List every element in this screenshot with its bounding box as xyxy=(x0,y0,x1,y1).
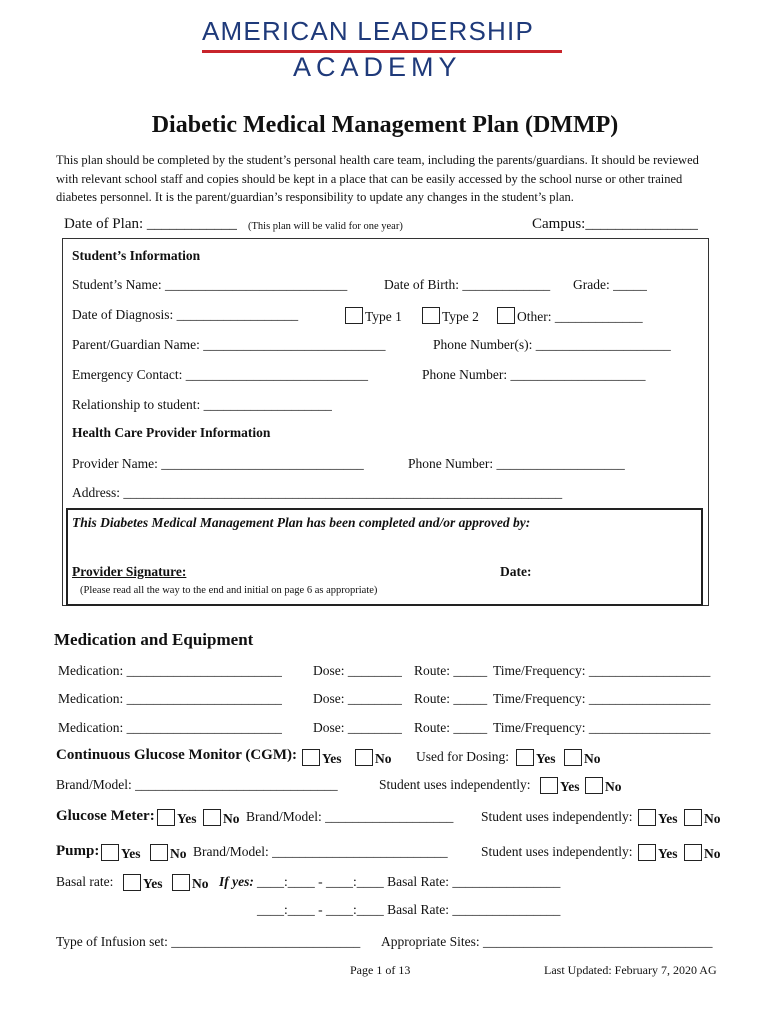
dosing-no-checkbox[interactable] xyxy=(564,749,582,766)
grade-field[interactable]: Grade: _____ xyxy=(573,277,647,292)
dose-2-field[interactable]: Dose: ________ xyxy=(313,691,402,706)
other-option[interactable]: Other: _____________ xyxy=(497,307,643,325)
pump-independent-no-checkbox[interactable] xyxy=(684,844,702,861)
time-1-field[interactable]: Time/Frequency: __________________ xyxy=(493,663,711,678)
type2-checkbox[interactable] xyxy=(422,307,440,324)
meter-independent-yes-checkbox[interactable] xyxy=(638,809,656,826)
campus-field[interactable]: Campus:_______________ xyxy=(532,216,698,232)
provider-name-field[interactable]: Provider Name: ______________________________ xyxy=(72,456,364,471)
cgm-yes-checkbox[interactable] xyxy=(302,749,320,766)
basal-rate-label: Basal rate: xyxy=(56,874,114,889)
cgm-yes-option[interactable]: Yes xyxy=(302,749,342,767)
relationship-field[interactable]: Relationship to student: ___________________ xyxy=(72,397,332,412)
time-3-field[interactable]: Time/Frequency: __________________ xyxy=(493,720,711,735)
cgm-independent-yes-checkbox[interactable] xyxy=(540,777,558,794)
pump-independent-label: Student uses independently: xyxy=(481,844,633,859)
meter-independent-no-option[interactable]: No xyxy=(684,809,721,827)
date-of-diagnosis-field[interactable]: Date of Diagnosis: __________________ xyxy=(72,307,299,322)
cgm-no-option[interactable]: No xyxy=(355,749,392,767)
infusion-set-field[interactable]: Type of Infusion set: ____________________________ xyxy=(56,934,361,949)
dosing-label: Used for Dosing: xyxy=(416,749,509,764)
initial-note: (Please read all the way to the end and initial on page 6 as appropriate) xyxy=(80,585,378,596)
address-field[interactable]: Address: _________________________________________________________________ xyxy=(72,485,563,500)
if-yes-label: If yes: xyxy=(219,874,254,889)
type2-option[interactable]: Type 2 xyxy=(422,307,479,325)
medication-2-field[interactable]: Medication: _______________________ xyxy=(58,691,282,706)
pump-independent-yes-option[interactable]: Yes xyxy=(638,844,678,862)
meter-independent-no-checkbox[interactable] xyxy=(684,809,702,826)
basal-no-option[interactable]: No xyxy=(172,874,209,892)
medication-heading: Medication and Equipment xyxy=(54,630,254,649)
meter-independent-label: Student uses independently: xyxy=(481,809,633,824)
medication-3-field[interactable]: Medication: _______________________ xyxy=(58,720,282,735)
pump-yes-checkbox[interactable] xyxy=(101,844,119,861)
type1-option[interactable]: Type 1 xyxy=(345,307,402,325)
provider-phone-field[interactable]: Phone Number: ___________________ xyxy=(408,456,625,471)
date-of-birth-field[interactable]: Date of Birth: _____________ xyxy=(384,277,551,292)
cgm-independent-yes-option[interactable]: Yes xyxy=(540,777,580,795)
pump-label: Pump: xyxy=(56,843,100,859)
date-of-plan-field[interactable]: Date of Plan: ____________ xyxy=(64,216,237,232)
cgm-no-checkbox[interactable] xyxy=(355,749,373,766)
student-info-heading: Student’s Information xyxy=(72,248,201,263)
page-title: Diabetic Medical Management Plan (DMMP) xyxy=(151,112,619,138)
meter-yes-option[interactable]: Yes xyxy=(157,809,197,827)
intro-paragraph: This plan should be completed by the student’s personal health care team, including the parents/guardians. It should be reviewed with relevant school staff and copies should be kept in a place that can be easily accessed by the school nurse or other trained diabetes personnel. It is the parent/guardian’s responsibility to update any changes in the student’s plan. xyxy=(56,153,699,204)
provider-signature-line[interactable]: Provider Signature: Date: xyxy=(72,564,532,579)
dose-3-field[interactable]: Dose: ________ xyxy=(313,720,402,735)
cgm-independent-no-checkbox[interactable] xyxy=(585,777,603,794)
meter-no-checkbox[interactable] xyxy=(203,809,221,826)
logo-line1: AMERICAN LEADERSHIP xyxy=(202,16,534,46)
cgm-independent-label: Student uses independently: xyxy=(379,777,531,792)
meter-independent-yes-option[interactable]: Yes xyxy=(638,809,678,827)
dosing-yes-checkbox[interactable] xyxy=(516,749,534,766)
student-name-field[interactable]: Student’s Name: ___________________________ xyxy=(72,277,348,292)
dosing-yes-option[interactable]: Yes xyxy=(516,749,556,767)
route-1-field[interactable]: Route: _____ xyxy=(414,663,488,678)
signature-date-label: Date: xyxy=(500,564,532,579)
emergency-phone-field[interactable]: Phone Number: ____________________ xyxy=(422,367,646,382)
basal-rate-line-2[interactable]: ____:____ - ____:____ Basal Rate: ________________ xyxy=(257,902,561,917)
time-2-field[interactable]: Time/Frequency: __________________ xyxy=(493,691,711,706)
medication-1-field[interactable]: Medication: _______________________ xyxy=(58,663,282,678)
basal-no-checkbox[interactable] xyxy=(172,874,190,891)
plan-validity-note: (This plan will be valid for one year) xyxy=(248,221,403,232)
other-checkbox[interactable] xyxy=(497,307,515,324)
basal-yes-checkbox[interactable] xyxy=(123,874,141,891)
emergency-contact-field[interactable]: Emergency Contact: ___________________________ xyxy=(72,367,368,382)
meter-brand-field[interactable]: Brand/Model: ___________________ xyxy=(246,809,454,824)
approval-statement: This Diabetes Medical Management Plan has been completed and/or approved by: xyxy=(72,515,531,530)
cgm-label: Continuous Glucose Monitor (CGM): xyxy=(56,747,297,763)
basal-yes-option[interactable]: Yes xyxy=(123,874,163,892)
route-3-field[interactable]: Route: _____ xyxy=(414,720,488,735)
pump-independent-yes-checkbox[interactable] xyxy=(638,844,656,861)
route-2-field[interactable]: Route: _____ xyxy=(414,691,488,706)
meter-no-option[interactable]: No xyxy=(203,809,240,827)
pump-yes-option[interactable]: Yes xyxy=(101,844,141,862)
provider-info-heading: Health Care Provider Information xyxy=(72,425,271,440)
meter-yes-checkbox[interactable] xyxy=(157,809,175,826)
page-number: Page 1 of 13 xyxy=(350,963,411,977)
last-updated: Last Updated: February 7, 2020 AG xyxy=(544,963,717,977)
type1-checkbox[interactable] xyxy=(345,307,363,324)
logo-line2: ACADEMY xyxy=(293,52,462,82)
cgm-brand-field[interactable]: Brand/Model: ______________________________ xyxy=(56,777,338,792)
parent-phone-field[interactable]: Phone Number(s): ____________________ xyxy=(433,337,671,352)
cgm-independent-no-option[interactable]: No xyxy=(585,777,622,795)
basal-rate-line-1[interactable]: ____:____ - ____:____ Basal Rate: ________________ xyxy=(257,874,561,889)
pump-no-checkbox[interactable] xyxy=(150,844,168,861)
appropriate-sites-field[interactable]: Appropriate Sites: __________________________________ xyxy=(381,934,713,949)
dose-1-field[interactable]: Dose: ________ xyxy=(313,663,402,678)
parent-name-field[interactable]: Parent/Guardian Name: ___________________________ xyxy=(72,337,386,352)
pump-independent-no-option[interactable]: No xyxy=(684,844,721,862)
dosing-no-option[interactable]: No xyxy=(564,749,601,767)
pump-no-option[interactable]: No xyxy=(150,844,187,862)
pump-brand-field[interactable]: Brand/Model: __________________________ xyxy=(193,844,448,859)
glucose-meter-label: Glucose Meter: xyxy=(56,808,155,824)
